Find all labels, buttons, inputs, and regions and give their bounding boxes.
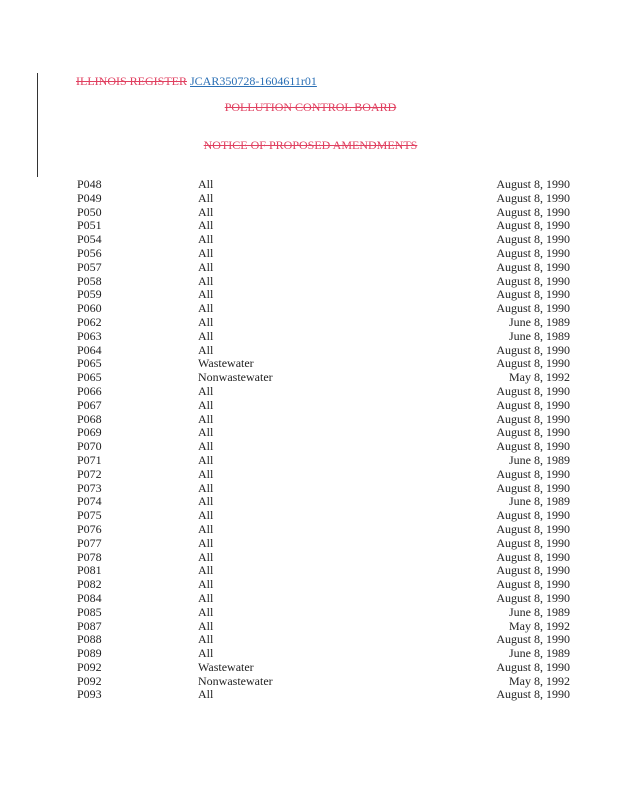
waste-code: P065 bbox=[77, 370, 102, 385]
subcategory: All bbox=[198, 383, 214, 398]
table-row bbox=[0, 302, 621, 316]
table-row bbox=[0, 661, 621, 675]
effective-date: August 8, 1990 bbox=[496, 563, 570, 578]
subcategory: All bbox=[198, 190, 214, 205]
effective-date: August 8, 1990 bbox=[496, 245, 570, 260]
subcategory: All bbox=[198, 590, 214, 605]
waste-code: P050 bbox=[77, 204, 102, 219]
waste-code: P057 bbox=[77, 259, 102, 274]
revision-change-bar bbox=[37, 73, 38, 177]
table-row bbox=[0, 178, 621, 192]
subcategory: All bbox=[198, 259, 214, 274]
subcategory: All bbox=[198, 480, 214, 495]
subcategory: All bbox=[198, 342, 214, 357]
subcategory: All bbox=[198, 328, 214, 343]
effective-date: August 8, 1990 bbox=[496, 177, 570, 191]
table-row bbox=[0, 233, 621, 247]
subcategory: All bbox=[198, 549, 214, 564]
table-row bbox=[0, 482, 621, 496]
waste-code: P075 bbox=[77, 508, 102, 523]
effective-date: August 8, 1990 bbox=[496, 687, 570, 702]
subcategory: All bbox=[198, 604, 214, 619]
waste-code: P072 bbox=[77, 466, 102, 481]
table-row bbox=[0, 454, 621, 468]
waste-code: P049 bbox=[77, 190, 102, 205]
effective-date: May 8, 1992 bbox=[509, 618, 570, 633]
notice-heading: NOTICE OF PROPOSED AMENDMENTS bbox=[203, 138, 418, 152]
subcategory: All bbox=[198, 397, 214, 412]
subcategory: All bbox=[198, 563, 214, 578]
table-row bbox=[0, 606, 621, 620]
table-row bbox=[0, 578, 621, 592]
table-row bbox=[0, 247, 621, 261]
table-row bbox=[0, 261, 621, 275]
waste-code: P073 bbox=[77, 480, 102, 495]
effective-date: August 8, 1990 bbox=[496, 659, 570, 674]
table-row bbox=[0, 440, 621, 454]
effective-date: August 8, 1990 bbox=[496, 383, 570, 398]
subcategory: All bbox=[198, 177, 214, 191]
waste-code: P077 bbox=[77, 535, 102, 550]
effective-date: August 8, 1990 bbox=[496, 232, 570, 247]
subcategory: All bbox=[198, 687, 214, 702]
table-row bbox=[0, 371, 621, 385]
effective-date: August 8, 1990 bbox=[496, 425, 570, 440]
subcategory: All bbox=[198, 646, 214, 661]
waste-code: P078 bbox=[77, 549, 102, 564]
waste-code: P087 bbox=[77, 618, 102, 633]
waste-code: P059 bbox=[77, 287, 102, 302]
subcategory: Nonwastewater bbox=[198, 673, 273, 688]
register-title-deleted: ILLINOIS REGISTER bbox=[76, 74, 187, 88]
waste-code: P066 bbox=[77, 383, 102, 398]
table-row bbox=[0, 275, 621, 289]
waste-code: P081 bbox=[77, 563, 102, 578]
waste-code: P088 bbox=[77, 632, 102, 647]
subcategory: All bbox=[198, 287, 214, 302]
table-row bbox=[0, 675, 621, 689]
effective-date: August 8, 1990 bbox=[496, 577, 570, 592]
waste-code: P067 bbox=[77, 397, 102, 412]
waste-code: P051 bbox=[77, 218, 102, 233]
waste-code: P048 bbox=[77, 177, 102, 191]
waste-code: P065 bbox=[77, 356, 102, 371]
subcategory: All bbox=[198, 232, 214, 247]
effective-date: August 8, 1990 bbox=[496, 287, 570, 302]
waste-code: P082 bbox=[77, 577, 102, 592]
subcategory: All bbox=[198, 452, 214, 467]
effective-date: August 8, 1990 bbox=[496, 411, 570, 426]
subcategory: All bbox=[198, 301, 214, 316]
register-id-inserted: JCAR350728-1604611r01 bbox=[190, 74, 317, 88]
effective-date: August 8, 1990 bbox=[496, 218, 570, 233]
waste-code-table bbox=[0, 178, 621, 702]
table-row bbox=[0, 413, 621, 427]
table-row bbox=[0, 688, 621, 702]
waste-code: P056 bbox=[77, 245, 102, 260]
waste-code: P092 bbox=[77, 659, 102, 674]
effective-date: August 8, 1990 bbox=[496, 439, 570, 454]
effective-date: August 8, 1990 bbox=[496, 466, 570, 481]
table-row bbox=[0, 620, 621, 634]
subcategory: All bbox=[198, 411, 214, 426]
waste-code: P074 bbox=[77, 494, 102, 509]
effective-date: August 8, 1990 bbox=[496, 549, 570, 564]
table-row bbox=[0, 426, 621, 440]
waste-code: P062 bbox=[77, 314, 102, 329]
effective-date: August 8, 1990 bbox=[496, 508, 570, 523]
table-row bbox=[0, 385, 621, 399]
effective-date: August 8, 1990 bbox=[496, 535, 570, 550]
table-row bbox=[0, 537, 621, 551]
waste-code: P068 bbox=[77, 411, 102, 426]
table-row bbox=[0, 564, 621, 578]
subcategory: Nonwastewater bbox=[198, 370, 273, 385]
subcategory: All bbox=[198, 632, 214, 647]
subcategory: All bbox=[198, 494, 214, 509]
subcategory: All bbox=[198, 577, 214, 592]
subcategory: All bbox=[198, 218, 214, 233]
waste-code: P060 bbox=[77, 301, 102, 316]
agency-heading: POLLUTION CONTROL BOARD bbox=[224, 100, 397, 114]
waste-code: P069 bbox=[77, 425, 102, 440]
effective-date: June 8, 1989 bbox=[509, 604, 570, 619]
table-row bbox=[0, 647, 621, 661]
table-row bbox=[0, 509, 621, 523]
waste-code: P093 bbox=[77, 687, 102, 702]
table-row bbox=[0, 316, 621, 330]
subcategory: All bbox=[198, 508, 214, 523]
waste-code: P064 bbox=[77, 342, 102, 357]
effective-date: May 8, 1992 bbox=[509, 673, 570, 688]
table-row bbox=[0, 592, 621, 606]
table-row bbox=[0, 206, 621, 220]
effective-date: August 8, 1990 bbox=[496, 480, 570, 495]
effective-date: August 8, 1990 bbox=[496, 259, 570, 274]
table-row bbox=[0, 192, 621, 206]
subcategory: All bbox=[198, 535, 214, 550]
table-row bbox=[0, 219, 621, 233]
effective-date: May 8, 1992 bbox=[509, 370, 570, 385]
effective-date: August 8, 1990 bbox=[496, 301, 570, 316]
effective-date: June 8, 1989 bbox=[509, 646, 570, 661]
effective-date: August 8, 1990 bbox=[496, 273, 570, 288]
waste-code: P058 bbox=[77, 273, 102, 288]
subcategory: All bbox=[198, 314, 214, 329]
register-header bbox=[76, 74, 317, 89]
table-row bbox=[0, 330, 621, 344]
table-row bbox=[0, 468, 621, 482]
effective-date: August 8, 1990 bbox=[496, 204, 570, 219]
subcategory: All bbox=[198, 425, 214, 440]
subcategory: All bbox=[198, 439, 214, 454]
effective-date: August 8, 1990 bbox=[496, 342, 570, 357]
effective-date: August 8, 1990 bbox=[496, 632, 570, 647]
waste-code: P084 bbox=[77, 590, 102, 605]
effective-date: June 8, 1989 bbox=[509, 494, 570, 509]
subcategory: All bbox=[198, 273, 214, 288]
effective-date: August 8, 1990 bbox=[496, 397, 570, 412]
waste-code: P076 bbox=[77, 521, 102, 536]
subcategory: All bbox=[198, 466, 214, 481]
effective-date: June 8, 1989 bbox=[509, 452, 570, 467]
subcategory: All bbox=[198, 521, 214, 536]
waste-code: P070 bbox=[77, 439, 102, 454]
subcategory: All bbox=[198, 245, 214, 260]
effective-date: August 8, 1990 bbox=[496, 521, 570, 536]
effective-date: August 8, 1990 bbox=[496, 356, 570, 371]
table-row bbox=[0, 344, 621, 358]
waste-code: P089 bbox=[77, 646, 102, 661]
waste-code: P054 bbox=[77, 232, 102, 247]
effective-date: June 8, 1989 bbox=[509, 314, 570, 329]
subcategory: All bbox=[198, 618, 214, 633]
waste-code: P092 bbox=[77, 673, 102, 688]
table-row bbox=[0, 357, 621, 371]
subcategory: All bbox=[198, 204, 214, 219]
table-row bbox=[0, 399, 621, 413]
waste-code: P063 bbox=[77, 328, 102, 343]
waste-code: P085 bbox=[77, 604, 102, 619]
table-row bbox=[0, 495, 621, 509]
table-row bbox=[0, 523, 621, 537]
effective-date: August 8, 1990 bbox=[496, 190, 570, 205]
table-row bbox=[0, 633, 621, 647]
effective-date: June 8, 1989 bbox=[509, 328, 570, 343]
table-row bbox=[0, 551, 621, 565]
subcategory: Wastewater bbox=[198, 659, 254, 674]
subcategory: Wastewater bbox=[198, 356, 254, 371]
table-row bbox=[0, 288, 621, 302]
waste-code: P071 bbox=[77, 452, 102, 467]
effective-date: August 8, 1990 bbox=[496, 590, 570, 605]
